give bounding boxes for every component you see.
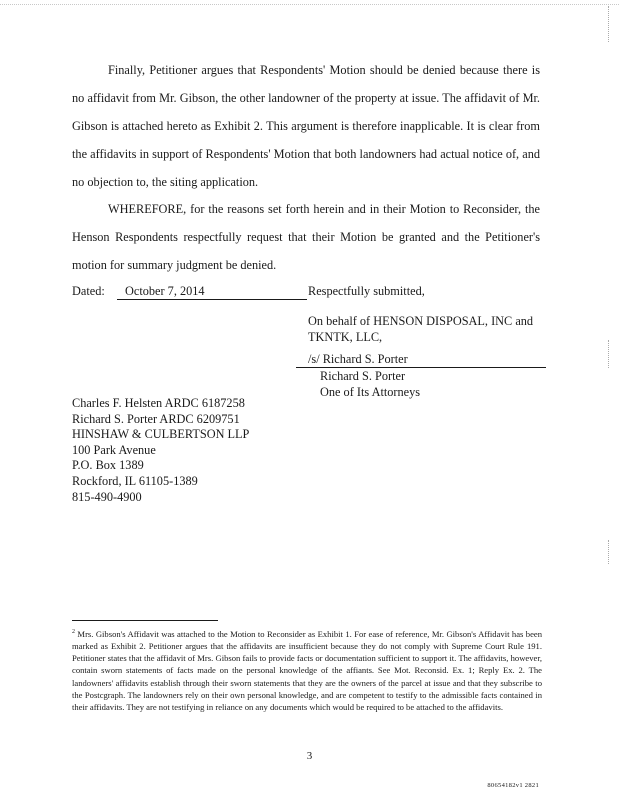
attorney-2: Richard S. Porter ARDC 6209751 [72, 411, 240, 426]
paragraph-gibson-affidavit: Finally, Petitioner argues that Respondents' Motion should be denied because there is no affidavit from Mr. Gibson, the other landowner of the property at issue. The affidavit of Mr. Gibson is attached hereto as Exhibit 2. This argument is therefore inapplicable. It is clear from the affidavits in support of Respondents' Motion that both landowners had actual notice of, and no objection to, the siting application. [72, 63, 540, 189]
city-state-zip: Rockford, IL 61105-1389 [72, 473, 198, 488]
respectfully-submitted: Respectfully submitted, [308, 284, 425, 298]
footnote [72, 626, 542, 713]
signer-role: One of Its Attorneys [320, 385, 421, 399]
dated-line [72, 284, 312, 300]
margin-mark [608, 540, 611, 564]
dated-label: Dated: [72, 284, 105, 298]
footnote-marker: 2 [72, 629, 75, 635]
margin-mark [608, 340, 611, 368]
street-address: 100 Park Avenue [72, 442, 156, 457]
po-box: P.O. Box 1389 [72, 458, 144, 473]
attorney-address-block [72, 396, 249, 505]
paragraph-wherefore: WHEREFORE, for the reasons set forth herein and in their Motion to Reconsider, the Henson Respondents respectfully request that their Motion be granted and the Petitioner's motion for summary judgment be denied. [72, 202, 540, 272]
footnote-divider [72, 620, 218, 621]
margin-mark [608, 6, 611, 42]
signer-block [320, 368, 420, 400]
page-number: 3 [306, 750, 313, 762]
dated-value: October 7, 2014 [117, 284, 307, 300]
electronic-signature: /s/ Richard S. Porter [296, 352, 546, 368]
document-id: 80654182v1 2821 [487, 782, 539, 789]
footnote-text: Mrs. Gibson's Affidavit was attached to the Motion to Reconsider as Exhibit 1. For ease of reference, Mr. Gibson's Affidavit has been marked as Exhibit 2. Petitioner argues that the affidavits are insufficient because they do not comply with Supreme Court Rule 191. Petitioner states that the affidavit of Mrs. Gibson fails to provide facts or documentation sufficient to support it. The affidavits, however, contain sworn statements of facts made on the personal knowledge of the affiants. See Mot. Reconsid. Ex. 1; Reply Ex. 2. The landowners' affidavits establish through their sworn statements that they are the owners of the parcel at issue and that they subscribe to the Postcgraph. The landowners rely on their own personal knowledge, and are competent to testify to the admissible facts contained in their affidavits. They are not testifying in reliance on any documents which would be required to be attached to the affidavits. [72, 628, 542, 713]
scan-header-rule [0, 4, 619, 5]
firm-name: HINSHAW & CULBERTSON LLP [72, 427, 250, 442]
attorney-1: Charles F. Helsten ARDC 6187258 [72, 396, 245, 410]
on-behalf-of: On behalf of HENSON DISPOSAL, INC and TKNTK, LLC, [308, 314, 534, 344]
signer-name: Richard S. Porter [320, 369, 406, 383]
phone-number: 815-490-4900 [72, 489, 142, 504]
